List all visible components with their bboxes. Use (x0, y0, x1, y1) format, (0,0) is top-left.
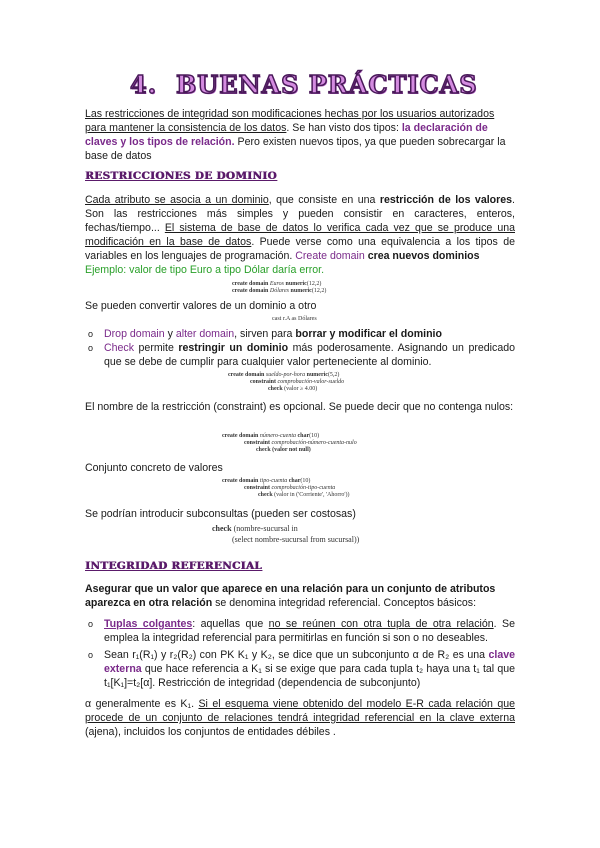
bullet-tuplas: Tuplas colgantes: aquellas que no se reúnen con otra tupla de otra relación. Se emplea la integridad referencial para permitirlas en función si son o no deseables. (104, 618, 515, 644)
constraint-text: El nombre de la restricción (constraint) es opcional. Se puede decir que no contenga nulos: (85, 401, 514, 413)
alpha-paragraph: α generalmente es K₁. Si el esquema viene obtenido del modelo E-R cada relación que procede de un conjunto de relaciones tendrá integridad referencial en la clave externa (ajena), incluidos los conjuntos de entidades débiles . (85, 698, 516, 738)
code-block-euros (232, 281, 326, 295)
dominio-paragraph (85, 193, 515, 277)
dominio-text-2: . Son las restricciones más simples y pueden consistir en caracteres, enteros, fechas/tiempo... (85, 194, 515, 234)
page-title (130, 70, 478, 99)
subconsultas-text: Se podrían introducir subconsultas (pueden ser costosas) (85, 508, 356, 520)
conjunto-text: Conjunto concreto de valores (85, 462, 223, 474)
dominio-bold-2: crea nuevos dominios (364, 250, 480, 262)
section-heading-dominio: RESTRICCIONES DE DOMINIO (85, 170, 277, 182)
bullet-marker: o (88, 343, 94, 353)
code-block-check-sucursal: check (nombre-sucursal in (select nombre-sucursal from sucursal)) (212, 524, 360, 544)
bullet-marker: o (88, 619, 94, 629)
referencial-paragraph: Asegurar que un valor que aparece en una relación para un conjunto de atributos aparezca en otra relación se denomina integridad referencial. Conceptos básicos: (85, 583, 496, 609)
intro-text-2: Pero existen nuevos tipos, ya que pueden sobrecargar la base de datos (85, 136, 506, 162)
code-line: create domain Euros numeric(12,2) (232, 281, 322, 287)
title-number: 4. (130, 70, 158, 99)
dominio-underline-1: Cada atributo se asocia a un dominio (85, 194, 269, 206)
bullet-drop-alter: Drop domain y alter domain, sirven para borrar y modificar el dominio (104, 328, 442, 340)
example-green: Ejemplo: valor de tipo Euro a tipo Dólar daría error. (85, 264, 325, 276)
dominio-text-1: , que consiste en una (268, 194, 380, 206)
convert-text: Se pueden convertir valores de un dominio a otro (85, 300, 317, 312)
intro-bold: la declaración de claves y los tipos de relación. (85, 122, 488, 148)
code-block-cuenta: create domain número-cuenta char(10) constraint comprobación-número-cuenta-nulo check (valor not null) (222, 433, 357, 453)
dominio-underline-2: El sistema de base de datos lo verifica cada vez que se produce una modificación en la base de datos (85, 222, 515, 248)
code-line: create domain Dólares numeric(12,2) (232, 288, 327, 294)
section-heading-referencial: INTEGRIDAD REFERENCIAL (85, 560, 262, 572)
bullet-clave-externa: Sean r₁(R₁) y r₂(R₂) con PK K₁ y K₂, se dice que un subconjunto α de R₂ es una clave externa que hace referencia a K₁ si se exige que para cada tupla t₂ haya una t₁ tal que t₁[K₁]=t₂[α]. Restricción de integridad (dependencia de subconjunto) (104, 649, 515, 689)
code-block-tipo: create domain tipo-cuenta char(10) constraint comprobación-tipo-cuenta check (valor in ('Corriente', 'Ahorro')) (222, 478, 350, 498)
bullet-marker: o (88, 650, 94, 660)
create-domain-keyword: Create domain (295, 250, 365, 262)
dominio-text-3: . Puede verse como una equivalencia a los tipos de variables en los lenguajes de programación. (85, 236, 515, 262)
bullet-marker: o (88, 329, 94, 339)
code-block-sueldo: create domain sueldo-por-hora numeric(5,2) constraint comprobación-valor-sueldo check (valor ≥ 4.00) (228, 372, 345, 392)
code-cast: cast r.A as Dólares (272, 316, 317, 322)
intro-underlined: Las restricciones de integridad son modificaciones hechas por los usuarios autorizados para mantener la consistencia de los datos (85, 108, 495, 134)
dominio-bold-1: restricción de los valores (379, 194, 513, 206)
bullet-check: Check permite restringir un dominio más poderosamente. Asignando un predicado que se debe de cumplir para cualquier valor perteneciente al dominio. (104, 342, 515, 368)
intro-paragraph (85, 107, 515, 163)
title-text: BUENAS PRÁCTICAS (176, 70, 478, 99)
intro-text-1: . Se han visto dos tipos: (286, 122, 402, 134)
